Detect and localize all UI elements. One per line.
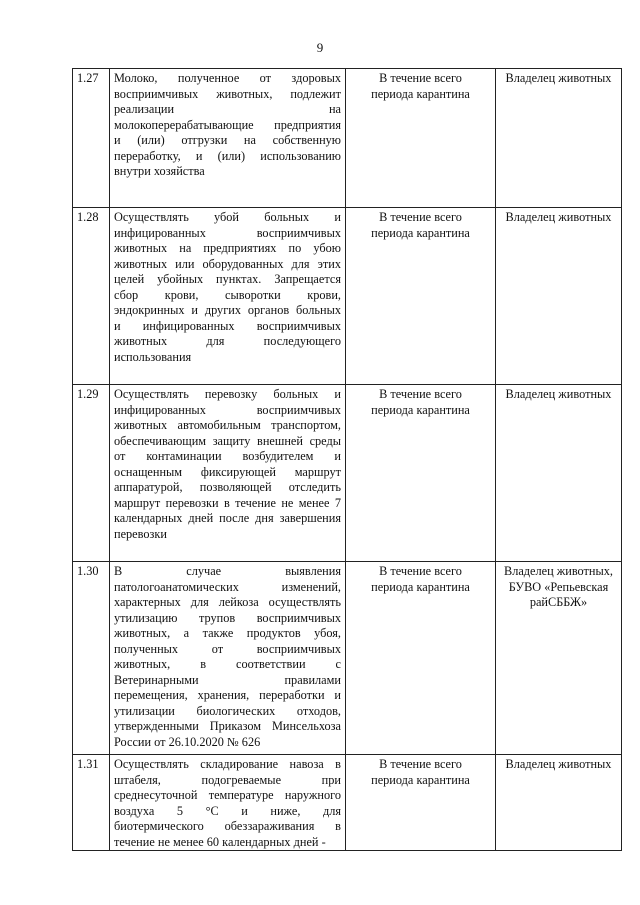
measure-text-line: В случае выявления <box>114 564 341 578</box>
measure-text-line: инфицированных восприимчивых <box>114 225 341 240</box>
term-cell <box>346 562 496 755</box>
measure-text-line: восприимчивых животных, подлежит <box>114 86 341 101</box>
measure-text-line: животных или оборудованных для этих <box>114 256 341 271</box>
responsible-cell <box>496 385 622 562</box>
measure-text-line: утилизации биологических отходов, <box>114 703 341 718</box>
measure-text-line: и инфицированных восприимчивых <box>114 318 341 333</box>
measure-text-line: характерных для лейкоза осуществлять <box>114 595 341 609</box>
responsible-cell <box>496 69 622 208</box>
measure-text-line: штабеля, подогреваемые при <box>114 772 341 787</box>
term-text-line: периода карантина <box>371 772 470 787</box>
responsible-text-line: Владелец животных <box>505 387 612 401</box>
measure-text-line: перемещения, хранения, переработки и <box>114 688 341 702</box>
measures-table <box>72 68 622 851</box>
measure-text-line: биотермического обеззараживания в <box>114 819 341 833</box>
row-number: 1.27 <box>73 69 110 208</box>
term-text-line: периода карантина <box>371 225 470 240</box>
measure-cell <box>110 385 346 562</box>
table-row <box>73 562 622 755</box>
measure-text-line: животных, а также продуктов убоя, <box>114 626 341 640</box>
table-row <box>73 755 622 851</box>
measure-text-line: аппаратурой, позволяющей отследить <box>114 480 341 494</box>
measure-text-line: от контаминации возбудителем и <box>114 449 341 463</box>
page-number: 9 <box>316 40 324 55</box>
responsible-text-line: Владелец животных, <box>504 564 613 578</box>
term-cell <box>346 385 496 562</box>
row-number: 1.29 <box>73 385 110 562</box>
measure-text-line: Осуществлять убой больных и <box>114 210 341 224</box>
term-text-line: В течение всего <box>379 387 462 401</box>
responsible-cell <box>496 562 622 755</box>
row-number: 1.28 <box>73 208 110 385</box>
measure-text-line: инфицированных восприимчивых <box>114 402 341 417</box>
term-text-line: В течение всего <box>379 757 462 771</box>
table-row <box>73 208 622 385</box>
term-text-line: В течение всего <box>379 71 462 85</box>
measure-text-line: животных для последующего <box>114 334 341 348</box>
measure-text-line: Осуществлять складирование навоза в <box>114 757 341 771</box>
measure-text-line: молокоперерабатывающие предприятия <box>114 117 341 132</box>
measure-cell <box>110 755 346 851</box>
measure-text-line: реализации на <box>114 102 341 116</box>
term-text-line: В течение всего <box>379 564 462 578</box>
measure-text-line: переработку, и (или) использованию <box>114 148 341 163</box>
measure-text-line: и (или) отгрузки на собственную <box>114 133 341 147</box>
measure-text-line: календарных дней после дня завершения <box>114 511 341 525</box>
measure-text-line: сбор крови, сыворотки крови, <box>114 287 341 302</box>
measure-text-line: маршрут перевозки в течение не менее 7 <box>114 495 341 510</box>
measure-text-line: животных, в соответствии с <box>114 657 341 671</box>
term-text-line: периода карантина <box>371 402 470 417</box>
measure-text-line: животных на предприятиях по убою <box>114 241 341 255</box>
responsible-cell <box>496 208 622 385</box>
measure-text-line: течение не менее 60 календарных дней - <box>114 834 326 849</box>
term-cell <box>346 208 496 385</box>
responsible-text-line: Владелец животных <box>505 757 612 771</box>
measure-text-line: утвержденными Приказом Минсельхоза <box>114 719 341 733</box>
measure-text-line: использования <box>114 349 192 364</box>
measure-text-line: Осуществлять перевозку больных и <box>114 387 341 401</box>
measures-table-body <box>73 69 622 851</box>
measure-text-line: Молоко, полученное от здоровых <box>114 71 341 85</box>
responsible-text-line: Владелец животных <box>505 210 612 224</box>
measure-text-line: животных автомобильным транспортом, <box>114 418 341 432</box>
responsible-text-line: Владелец животных <box>505 71 612 85</box>
term-text-line: периода карантина <box>371 86 470 101</box>
term-text-line: В течение всего <box>379 210 462 224</box>
measure-text-line: воздуха 5 °С и ниже, для <box>114 803 341 818</box>
table-row <box>73 69 622 208</box>
measure-cell <box>110 69 346 208</box>
measure-text-line: обеспечивающим защиту внешней среды <box>114 433 341 448</box>
measure-text-line: среднесуточной температуре наружного <box>114 788 341 802</box>
responsible-text-line: райСББЖ» <box>529 595 588 609</box>
table-row <box>73 385 622 562</box>
term-text-line: периода карантина <box>371 579 470 594</box>
measure-cell <box>110 208 346 385</box>
term-cell <box>346 69 496 208</box>
measure-text-line: патологоанатомических изменений, <box>114 579 341 594</box>
responsible-cell <box>496 755 622 851</box>
measure-text-line: Ветеринарными правилами <box>114 672 341 687</box>
row-number: 1.31 <box>73 755 110 851</box>
term-cell <box>346 755 496 851</box>
measure-text-line: эндокринных и других органов больных <box>114 303 341 317</box>
measure-cell <box>110 562 346 755</box>
measure-text-line: перевозки <box>114 526 167 541</box>
measure-text-line: внутри хозяйства <box>114 164 205 178</box>
measure-text-line: полученных от восприимчивых <box>114 641 341 656</box>
measure-text-line: оснащенным фиксирующей маршрут <box>114 464 341 479</box>
measure-text-line: России от 26.10.2020 № 626 <box>114 734 261 749</box>
responsible-text-line: БУВО «Репьевская <box>508 579 609 594</box>
row-number: 1.30 <box>73 562 110 755</box>
measure-text-line: утилизацию трупов восприимчивых <box>114 610 341 625</box>
measure-text-line: целей убойных пунктах. Запрещается <box>114 272 341 286</box>
